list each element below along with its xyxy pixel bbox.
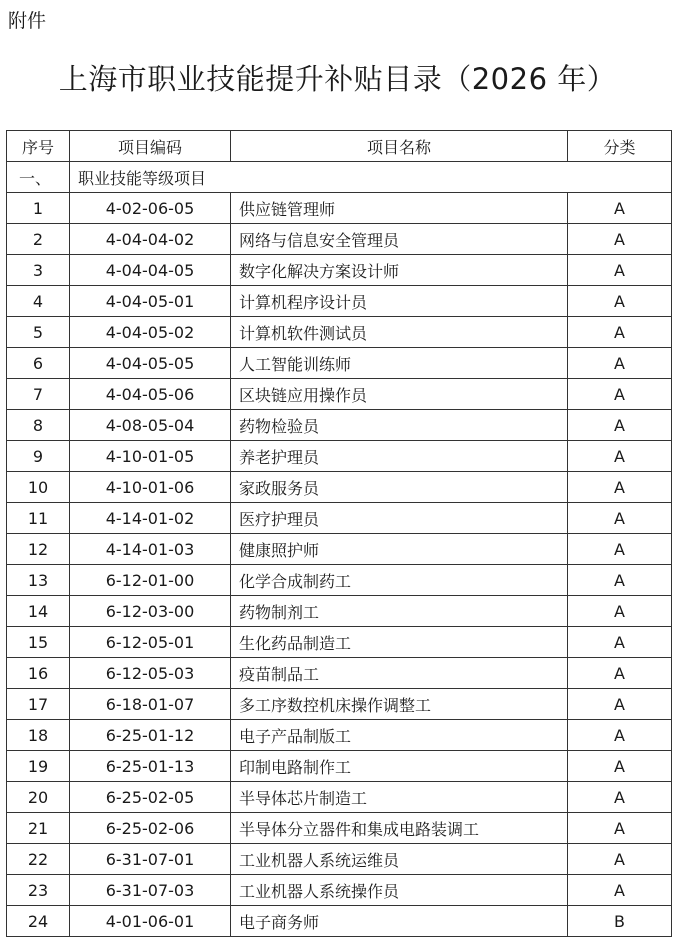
row-code: 6-31-07-03 (70, 875, 231, 906)
row-code: 4-10-01-05 (70, 441, 231, 472)
row-code: 4-04-05-05 (70, 348, 231, 379)
section-number: 一、 (7, 162, 70, 193)
row-category: A (568, 689, 672, 720)
row-category: A (568, 255, 672, 286)
row-number: 2 (7, 224, 70, 255)
row-code: 6-12-03-00 (70, 596, 231, 627)
row-code: 4-01-06-01 (70, 906, 231, 937)
row-category: A (568, 844, 672, 875)
table-row (7, 224, 672, 255)
row-code: 4-02-06-05 (70, 193, 231, 224)
row-category: A (568, 224, 672, 255)
row-number: 4 (7, 286, 70, 317)
header-name: 项目名称 (231, 131, 568, 162)
row-category: A (568, 441, 672, 472)
row-code: 4-14-01-03 (70, 534, 231, 565)
row-category: A (568, 503, 672, 534)
row-category: A (568, 317, 672, 348)
row-category: A (568, 751, 672, 782)
table-row (7, 720, 672, 751)
row-name: 生化药品制造工 (231, 627, 568, 658)
row-number: 12 (7, 534, 70, 565)
section-row (7, 162, 672, 193)
row-number: 11 (7, 503, 70, 534)
row-code: 4-04-05-01 (70, 286, 231, 317)
table-row (7, 503, 672, 534)
row-code: 4-10-01-06 (70, 472, 231, 503)
row-name: 区块链应用操作员 (231, 379, 568, 410)
row-code: 4-04-05-06 (70, 379, 231, 410)
row-number: 3 (7, 255, 70, 286)
table-row (7, 658, 672, 689)
row-number: 13 (7, 565, 70, 596)
row-name: 工业机器人系统操作员 (231, 875, 568, 906)
table-row (7, 689, 672, 720)
attachment-label: 附件 (8, 10, 47, 32)
row-number: 21 (7, 813, 70, 844)
table-row (7, 875, 672, 906)
row-name: 医疗护理员 (231, 503, 568, 534)
row-name: 养老护理员 (231, 441, 568, 472)
row-name: 计算机软件测试员 (231, 317, 568, 348)
row-category: A (568, 193, 672, 224)
table-row (7, 255, 672, 286)
row-code: 4-04-04-05 (70, 255, 231, 286)
row-category: A (568, 658, 672, 689)
row-name: 疫苗制品工 (231, 658, 568, 689)
table-row (7, 534, 672, 565)
row-code: 6-18-01-07 (70, 689, 231, 720)
row-number: 19 (7, 751, 70, 782)
row-name: 电子产品制版工 (231, 720, 568, 751)
table-row (7, 472, 672, 503)
row-number: 9 (7, 441, 70, 472)
row-name: 电子商务师 (231, 906, 568, 937)
row-category: A (568, 286, 672, 317)
row-name: 半导体分立器件和集成电路装调工 (231, 813, 568, 844)
row-number: 7 (7, 379, 70, 410)
row-number: 5 (7, 317, 70, 348)
row-category: A (568, 627, 672, 658)
row-category: A (568, 782, 672, 813)
table-row (7, 813, 672, 844)
row-name: 网络与信息安全管理员 (231, 224, 568, 255)
row-category: B (568, 906, 672, 937)
row-name: 多工序数控机床操作调整工 (231, 689, 568, 720)
row-code: 6-25-02-06 (70, 813, 231, 844)
subsidy-table (6, 130, 672, 937)
row-code: 4-08-05-04 (70, 410, 231, 441)
row-name: 化学合成制药工 (231, 565, 568, 596)
header-no: 序号 (7, 131, 70, 162)
row-category: A (568, 348, 672, 379)
row-number: 8 (7, 410, 70, 441)
header-category: 分类 (568, 131, 672, 162)
row-name: 工业机器人系统运维员 (231, 844, 568, 875)
table-row (7, 410, 672, 441)
table-body (7, 162, 672, 937)
row-name: 供应链管理师 (231, 193, 568, 224)
row-number: 17 (7, 689, 70, 720)
table-row (7, 348, 672, 379)
row-code: 6-25-02-05 (70, 782, 231, 813)
row-category: A (568, 379, 672, 410)
table-row (7, 596, 672, 627)
row-name: 药物制剂工 (231, 596, 568, 627)
row-number: 24 (7, 906, 70, 937)
row-code: 4-14-01-02 (70, 503, 231, 534)
row-category: A (568, 813, 672, 844)
page-title: 上海市职业技能提升补贴目录（2026 年） (58, 62, 617, 96)
row-category: A (568, 565, 672, 596)
table-row (7, 565, 672, 596)
row-name: 健康照护师 (231, 534, 568, 565)
row-number: 20 (7, 782, 70, 813)
row-category: A (568, 720, 672, 751)
row-name: 人工智能训练师 (231, 348, 568, 379)
table-row (7, 782, 672, 813)
table-row (7, 286, 672, 317)
row-category: A (568, 875, 672, 906)
row-code: 6-25-01-13 (70, 751, 231, 782)
row-number: 16 (7, 658, 70, 689)
row-code: 4-04-04-02 (70, 224, 231, 255)
row-name: 印制电路制作工 (231, 751, 568, 782)
table-header-row (7, 131, 672, 162)
row-number: 10 (7, 472, 70, 503)
row-category: A (568, 410, 672, 441)
table-row (7, 906, 672, 937)
row-number: 15 (7, 627, 70, 658)
table-row (7, 751, 672, 782)
row-code: 6-31-07-01 (70, 844, 231, 875)
row-code: 6-25-01-12 (70, 720, 231, 751)
row-number: 1 (7, 193, 70, 224)
row-name: 计算机程序设计员 (231, 286, 568, 317)
row-category: A (568, 596, 672, 627)
row-category: A (568, 472, 672, 503)
row-code: 6-12-05-03 (70, 658, 231, 689)
row-category: A (568, 534, 672, 565)
table-row (7, 844, 672, 875)
row-name: 药物检验员 (231, 410, 568, 441)
table-row (7, 193, 672, 224)
row-number: 14 (7, 596, 70, 627)
row-code: 6-12-05-01 (70, 627, 231, 658)
header-code: 项目编码 (70, 131, 231, 162)
table-row (7, 441, 672, 472)
row-name: 半导体芯片制造工 (231, 782, 568, 813)
row-number: 22 (7, 844, 70, 875)
table-row (7, 627, 672, 658)
table-row (7, 379, 672, 410)
row-name: 数字化解决方案设计师 (231, 255, 568, 286)
section-label: 职业技能等级项目 (70, 162, 672, 193)
row-number: 23 (7, 875, 70, 906)
table-row (7, 317, 672, 348)
row-code: 6-12-01-00 (70, 565, 231, 596)
row-number: 6 (7, 348, 70, 379)
row-number: 18 (7, 720, 70, 751)
row-code: 4-04-05-02 (70, 317, 231, 348)
row-name: 家政服务员 (231, 472, 568, 503)
